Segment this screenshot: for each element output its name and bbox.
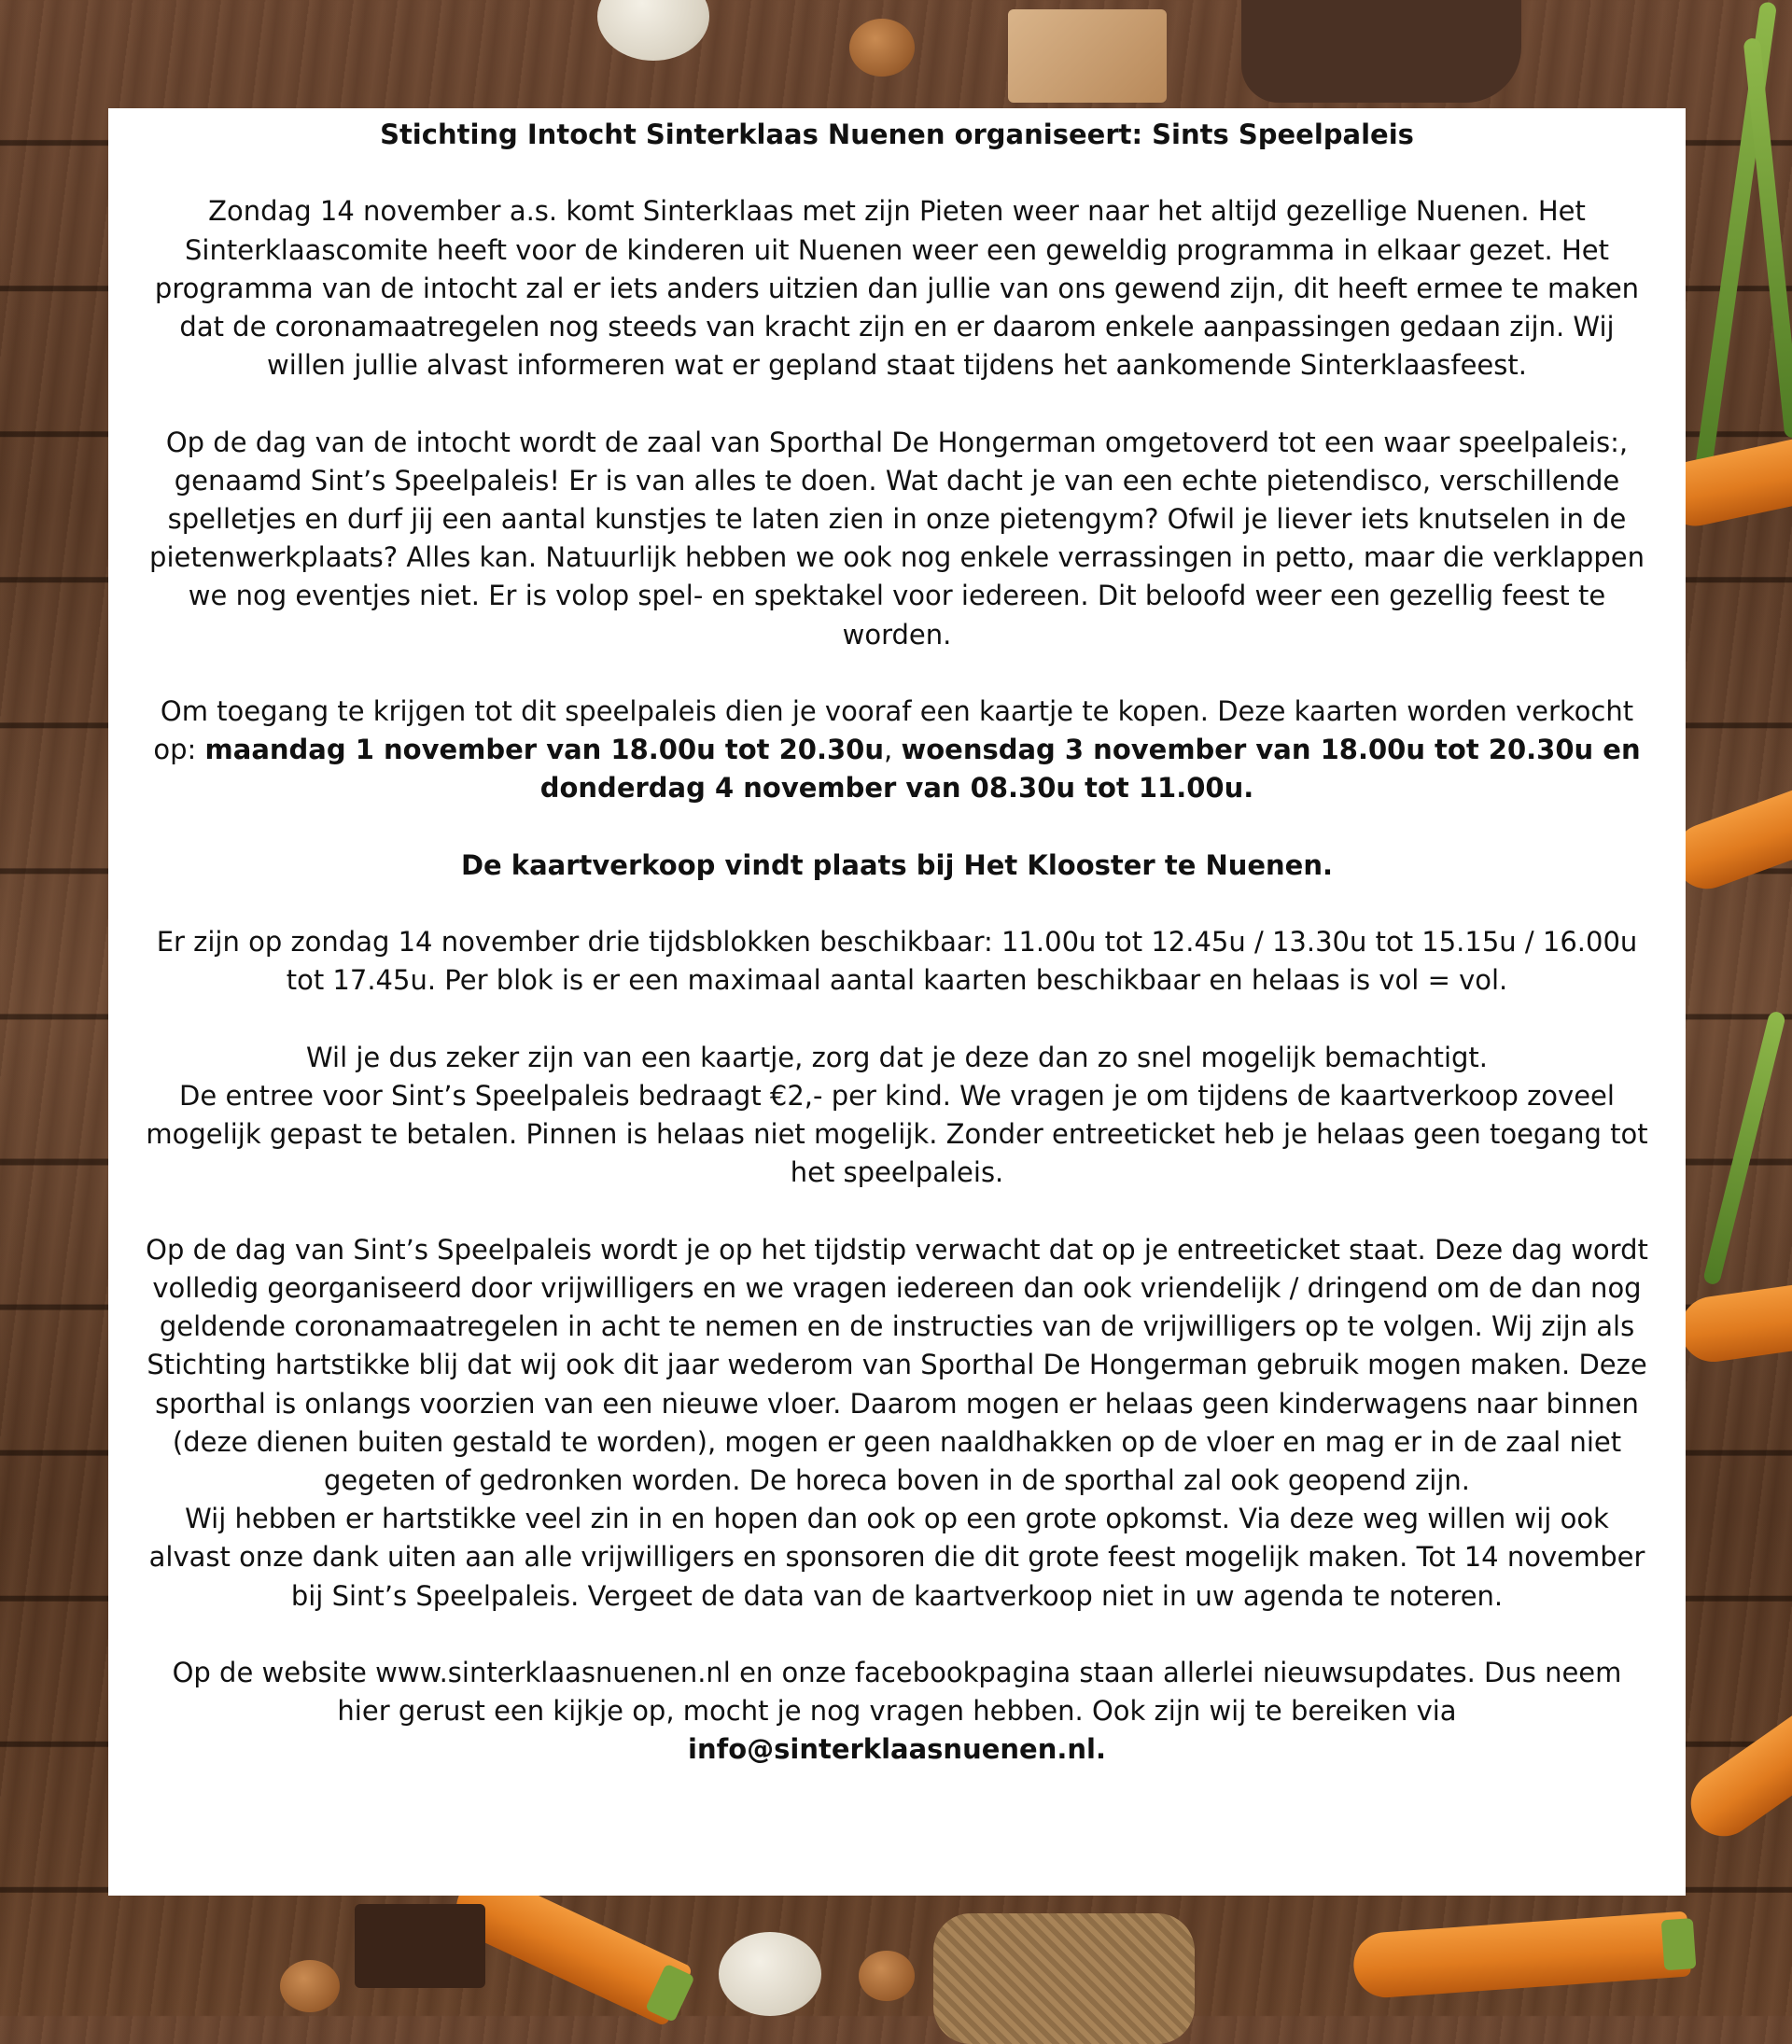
paragraph-activities: Op de dag van de intocht wordt de zaal van Sporthal De Hongerman omgetoverd tot een waar speelpaleis:, genaamd Sint’s Speelpaleis! Er is van alles te doen. Wat dacht je van een echte pietendisco, verschillende spelletjes en durf jij een aantal kunstjes te laten zien in onze pietengym? Ofwil je liever iets knutselen in de pietenwerkplaats? Alles kan. Natuurlijk hebben we ook nog enkele verrassingen in petto, maar die verklappen we nog eventjes niet. Er is volop spel- en spektakel voor iedereen. Dit beloofd weer een gezellig feest te worden. bbox=[149, 426, 1645, 651]
pepernoot-cookie bbox=[849, 19, 915, 77]
paragraph-contact bbox=[146, 1654, 1648, 1770]
carrot-decoration bbox=[1351, 1911, 1691, 2000]
paragraph-event-rules: Op de dag van Sint’s Speelpaleis wordt je op het tijdstip verwacht dat op je entreeticket staat. Deze dag wordt volledig georganiseerd door vrijwilligers en we vragen iedereen dan ook vriendelijk / dringend om de dan nog geldende coronamaatregelen in acht te nemen en de instructies van de vrijwilligers op te volgen. Wij zijn als Stichting hartstikke blij dat wij ook dit jaar wederom van Sporthal De Hongerman gebruik mogen maken. Deze sporthal is onlangs voorzien van een nieuwe vloer. Daarom mogen er helaas geen kinderwagens naar binnen (deze dienen buiten gestald te worden), mogen er geen naaldhakken op de vloer en mag er in de zaal niet gegeten of gedronken worden. De horeca boven in de sporthal zal ook geopend zijn. bbox=[146, 1233, 1648, 1496]
carrot-leaf bbox=[1702, 1010, 1786, 1285]
paragraph-ticket-location bbox=[146, 847, 1648, 885]
announcement-card bbox=[108, 108, 1686, 1896]
ticket-dates-wed-thu: woensdag 3 november van 18.00u tot 20.30u en donderdag 4 november van 08.30u tot 11.00u. bbox=[539, 734, 1641, 805]
chocolate-bar bbox=[355, 1904, 485, 1988]
pepernoot-cookie bbox=[280, 1960, 340, 2012]
paragraph-entry-fee: De entree voor Sint’s Speelpaleis bedraagt €2,- per kind. We vragen je om tijdens de kaartverkoop zoveel mogelijk gepast te betalen. Pinnen is helaas niet mogelijk. Zonder entreeticket heb je helaas geen toegang tot het speelpaleis. bbox=[146, 1079, 1648, 1189]
paragraph-intro: Zondag 14 november a.s. komt Sinterklaas met zijn Pieten weer naar het altijd gezellige Nuenen. Het Sinterklaascomite heeft voor de kinderen uit Nuenen weer een geweldig programma in elkaar gezet. Het programma van de intocht zal er iets anders uitzien dan jullie van ons gewend zijn, dit heeft ermee te maken dat de coronamaatregelen nog steeds van kracht zijn en er daarom enkele aanpassingen gedaan zijn. Wij willen jullie alvast informeren wat er gepland staat tijdens het aankomende Sinterklaasfeest. bbox=[154, 195, 1640, 382]
pepernoot-cookie bbox=[859, 1951, 915, 2001]
gift-package bbox=[1008, 9, 1167, 103]
paragraph-timeslots: Er zijn op zondag 14 november drie tijdsblokken beschikbaar: 11.00u tot 12.45u / 13.30u tot 15.15u / 16.00u tot 17.45u. Per blok is er een maximaal aantal kaarten beschikbaar en helaas is vol = vol. bbox=[156, 926, 1638, 997]
document-title: Stichting Intocht Sinterklaas Nuenen organiseert: Sints Speelpaleis bbox=[380, 119, 1414, 150]
paragraph-tickets bbox=[146, 693, 1648, 808]
paragraph-secure-ticket: Wil je dus zeker zijn van een kaartje, zorg dat je deze dan zo snel mogelijk bemachtigt. bbox=[305, 1041, 1489, 1073]
fabric-decoration bbox=[1241, 0, 1521, 103]
ticket-date-separator: , bbox=[884, 734, 902, 766]
carrot-decoration bbox=[1678, 1688, 1792, 1849]
tickets-intro-text: Om toegang te krijgen tot dit speelpaleis dien je vooraf een kaartje te kopen. Deze kaarten worden verkocht op: bbox=[153, 695, 1634, 766]
chocolate-decoration bbox=[597, 0, 709, 61]
ticket-location-text: De kaartverkoop vindt plaats bij Het Klooster te Nuenen. bbox=[460, 848, 1334, 881]
paragraph-thanks: Wij hebben er hartstikke veel zin in en hopen dan ook op een grote opkomst. Via deze weg willen wij ook alvast onze dank uiten aan alle vrijwilligers en sponsoren die dit grote feest mogelijk maken. Tot 14 november bij Sint’s Speelpaleis. Vergeet de data van de kaartverkoop niet in uw agenda te noteren. bbox=[148, 1503, 1645, 1612]
contact-email: info@sinterklaasnuenen.nl. bbox=[688, 1733, 1106, 1766]
ticket-date-monday: maandag 1 november van 18.00u tot 20.30u bbox=[204, 734, 884, 766]
chocolate-decoration bbox=[719, 1932, 821, 2016]
burlap-sack bbox=[933, 1913, 1195, 2044]
contact-text: Op de website www.sinterklaasnuenen.nl en onze facebookpagina staan allerlei nieuwsupdates. Dus neem hier gerust een kijkje op, mocht je nog vragen hebben. Ook zijn wij te bereiken via bbox=[172, 1657, 1622, 1728]
carrot-decoration bbox=[1676, 1275, 1792, 1365]
carrot-leaf bbox=[1743, 37, 1792, 439]
